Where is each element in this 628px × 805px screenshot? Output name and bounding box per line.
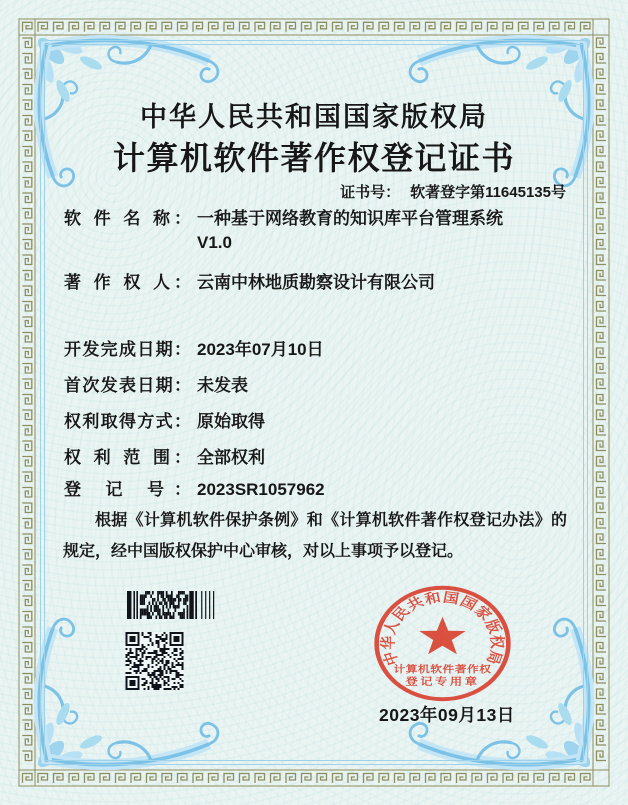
issue-date: 2023年09月13日	[379, 705, 515, 725]
field-label-registration-number: 登 记 号：	[64, 480, 191, 499]
seal-caption-line1: 计算机软件著作权	[393, 664, 492, 676]
field-row-copyright-owner	[64, 271, 435, 295]
field-row-software-name	[64, 207, 503, 255]
field-label-dev-complete-date: 开发完成日期：	[64, 340, 191, 359]
field-value-software-version: V1.0	[197, 233, 232, 252]
field-row-registration-number	[64, 478, 325, 502]
field-row-rights-scope	[64, 446, 265, 470]
field-value-first-publish-date: 未发表	[197, 376, 248, 395]
seal-ring-text: 中华人民共和国国家版权局	[380, 590, 505, 667]
field-label-rights-scope: 权 利 范 围：	[64, 448, 191, 467]
field-value-rights-acquisition: 原始取得	[197, 412, 265, 431]
field-row-first-publish-date	[64, 374, 248, 398]
seal-caption-line2: 登记专用章	[405, 676, 480, 688]
star-icon	[419, 617, 466, 655]
barcode	[127, 591, 216, 619]
official-seal	[371, 583, 514, 704]
field-row-dev-complete-date	[64, 338, 324, 362]
certificate-number-value: 软著登字第11645135号	[410, 184, 566, 201]
qr-code	[125, 632, 184, 690]
certificate-number-label: 证书号：	[340, 184, 401, 201]
field-value-rights-scope: 全部权利	[197, 448, 265, 467]
field-row-rights-acquisition	[64, 410, 265, 434]
authority-title: 中华人民共和国国家版权局	[140, 102, 488, 132]
field-value-dev-complete-date: 2023年07月10日	[197, 340, 324, 359]
field-label-rights-acquisition: 权利取得方式：	[64, 412, 191, 431]
field-label-software-name: 软 件 名 称：	[64, 209, 191, 228]
statement-paragraph: 根据《计算机软件保护条例》和《计算机软件著作权登记办法》的规定，经中国版权保护中心审核，对以上事项予以登记。	[63, 512, 567, 560]
field-value-copyright-owner: 云南中林地质勘察设计有限公司	[197, 273, 435, 292]
field-value-software-name: 一种基于网络教育的知识库平台管理系统	[197, 209, 503, 228]
field-value-registration-number: 2023SR1057962	[197, 480, 325, 499]
certificate-number	[340, 181, 566, 202]
certificate-title: 计算机软件著作权登记证书	[112, 140, 515, 176]
field-label-copyright-owner: 著 作 权 人：	[64, 273, 191, 292]
field-label-first-publish-date: 首次发表日期：	[64, 376, 191, 395]
